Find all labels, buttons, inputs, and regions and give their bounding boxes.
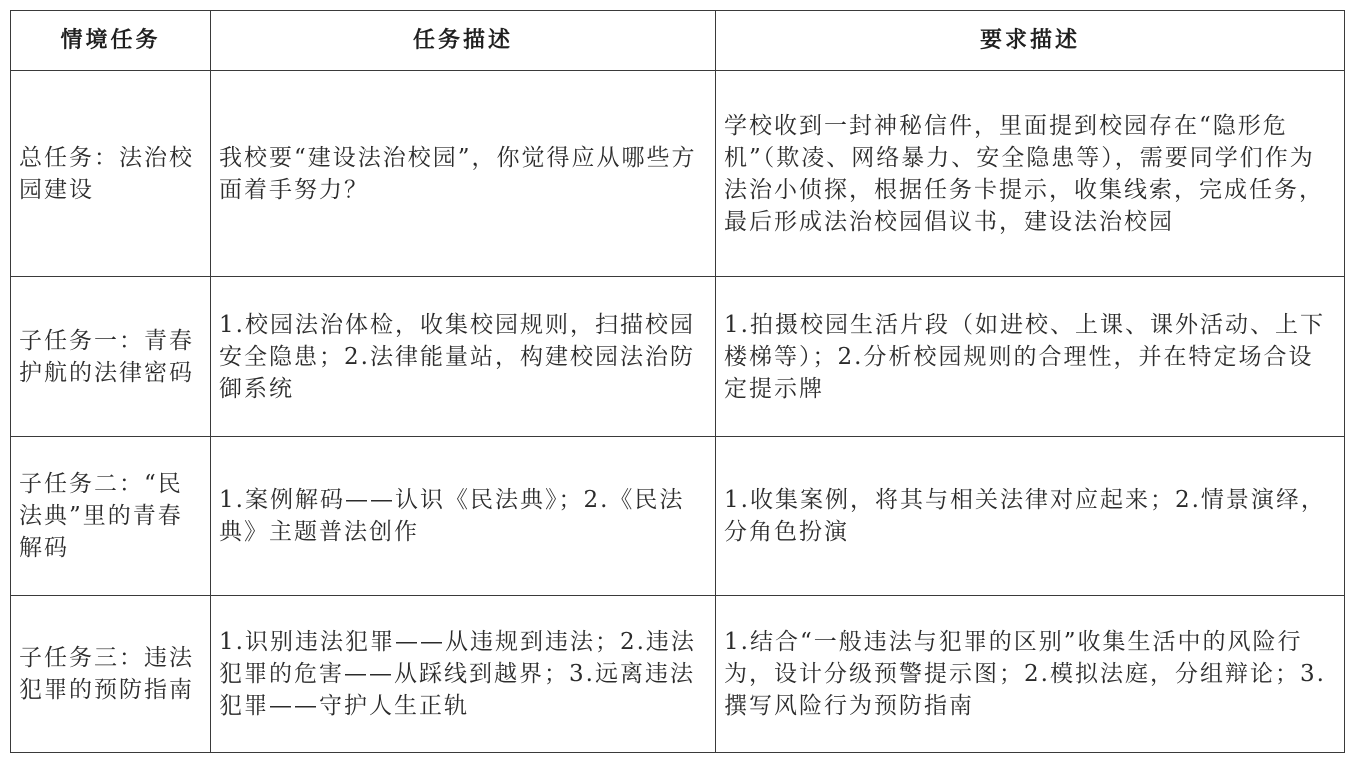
task-name-cell: 子任务一：青春护航的法律密码 [11,277,211,437]
header-task-description: 任务描述 [211,11,716,71]
table-row [11,277,1345,437]
task-name-cell: 总任务：法治校园建设 [11,71,211,277]
requirement-description-cell: 学校收到一封神秘信件，里面提到校园存在“隐形危机”（欺凌、网络暴力、安全隐患等），需要同学们作为法治小侦探，根据任务卡提示，收集线索，完成任务，最后形成法治校园倡议书，建设法治校园 [716,71,1345,277]
header-row [11,11,1345,71]
requirement-description-cell: 1.拍摄校园生活片段（如进校、上课、课外活动、上下楼梯等）；2.分析校园规则的合理性，并在特定场合设定提示牌 [716,277,1345,437]
requirement-description-cell: 1.收集案例，将其与相关法律对应起来；2.情景演绎，分角色扮演 [716,437,1345,596]
task-description-cell: 1.识别违法犯罪——从违规到违法；2.违法犯罪的危害——从踩线到越界；3.远离违法犯罪——守护人生正轨 [211,596,716,753]
table-row [11,596,1345,753]
task-table [10,10,1345,753]
header-situation-task: 情境任务 [11,11,211,71]
table-row [11,437,1345,596]
requirement-description-cell: 1.结合“一般违法与犯罪的区别”收集生活中的风险行为，设计分级预警提示图；2.模拟法庭，分组辩论；3.撰写风险行为预防指南 [716,596,1345,753]
task-name-cell: 子任务二：“民法典”里的青春解码 [11,437,211,596]
header-requirement-description: 要求描述 [716,11,1345,71]
task-description-cell: 我校要“建设法治校园”，你觉得应从哪些方面着手努力？ [211,71,716,277]
task-description-cell: 1.案例解码——认识《民法典》；2.《民法典》主题普法创作 [211,437,716,596]
task-name-cell: 子任务三：违法犯罪的预防指南 [11,596,211,753]
task-description-cell: 1.校园法治体检，收集校园规则，扫描校园安全隐患；2.法律能量站，构建校园法治防御系统 [211,277,716,437]
table-row [11,71,1345,277]
